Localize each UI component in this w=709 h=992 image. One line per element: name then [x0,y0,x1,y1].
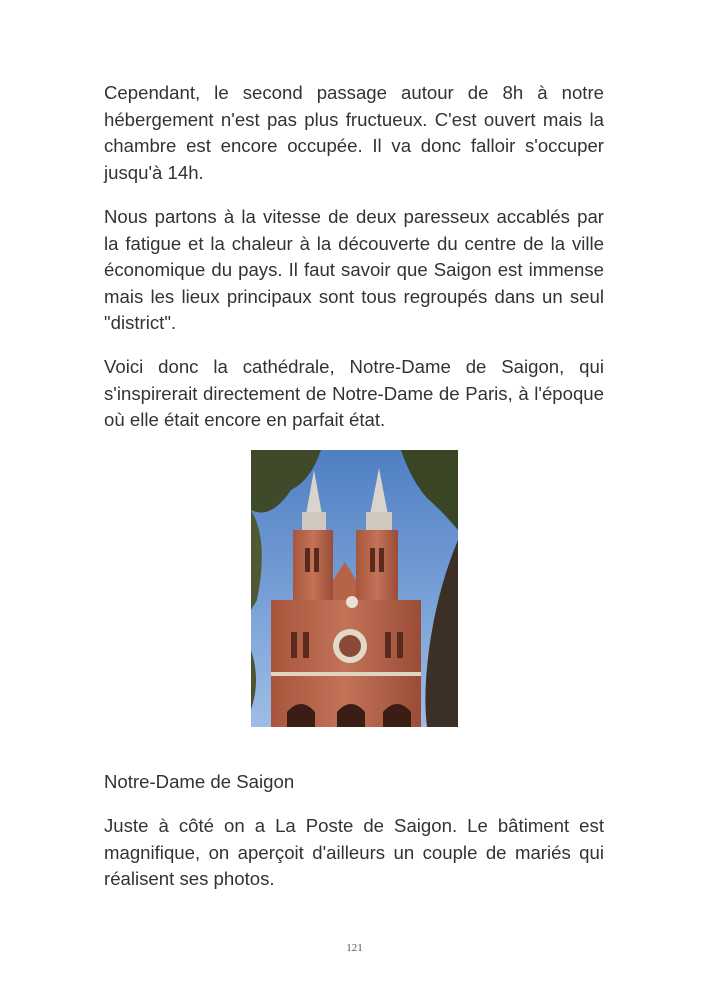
paragraph-cathedral: Voici donc la cathédrale, Notre-Dame de Saigon, qui s'inspirerait directement de Notre-Dame de Paris, à l'époque où elle était encore en parfait état. [104,356,604,430]
paragraph-city-center: Nous partons à la vitesse de deux paresseux accablés par la fatigue et la chaleur à la découverte du centre de la ville économique du pays. Il faut savoir que Saigon est immense mais les lieux principaux sont tous regroupés dans un seul "district". [104,206,604,333]
figure-caption: Notre-Dame de Saigon [104,771,295,792]
paragraph-second-passage: Cependant, le second passage autour de 8h à notre hébergement n'est pas plus fructueux. C'est ouvert mais la chambre est encore occupée. Il va donc falloir s'occuper jusqu'à 14h. [104,82,604,183]
cathedral-photo [251,450,458,727]
paragraph-post-office: Juste à côté on a La Poste de Saigon. Le bâtiment est magnifique, on aperçoit d'ailleurs un couple de mariés qui réalisent ses photos. [104,815,604,889]
page-number: 121 [346,942,363,954]
